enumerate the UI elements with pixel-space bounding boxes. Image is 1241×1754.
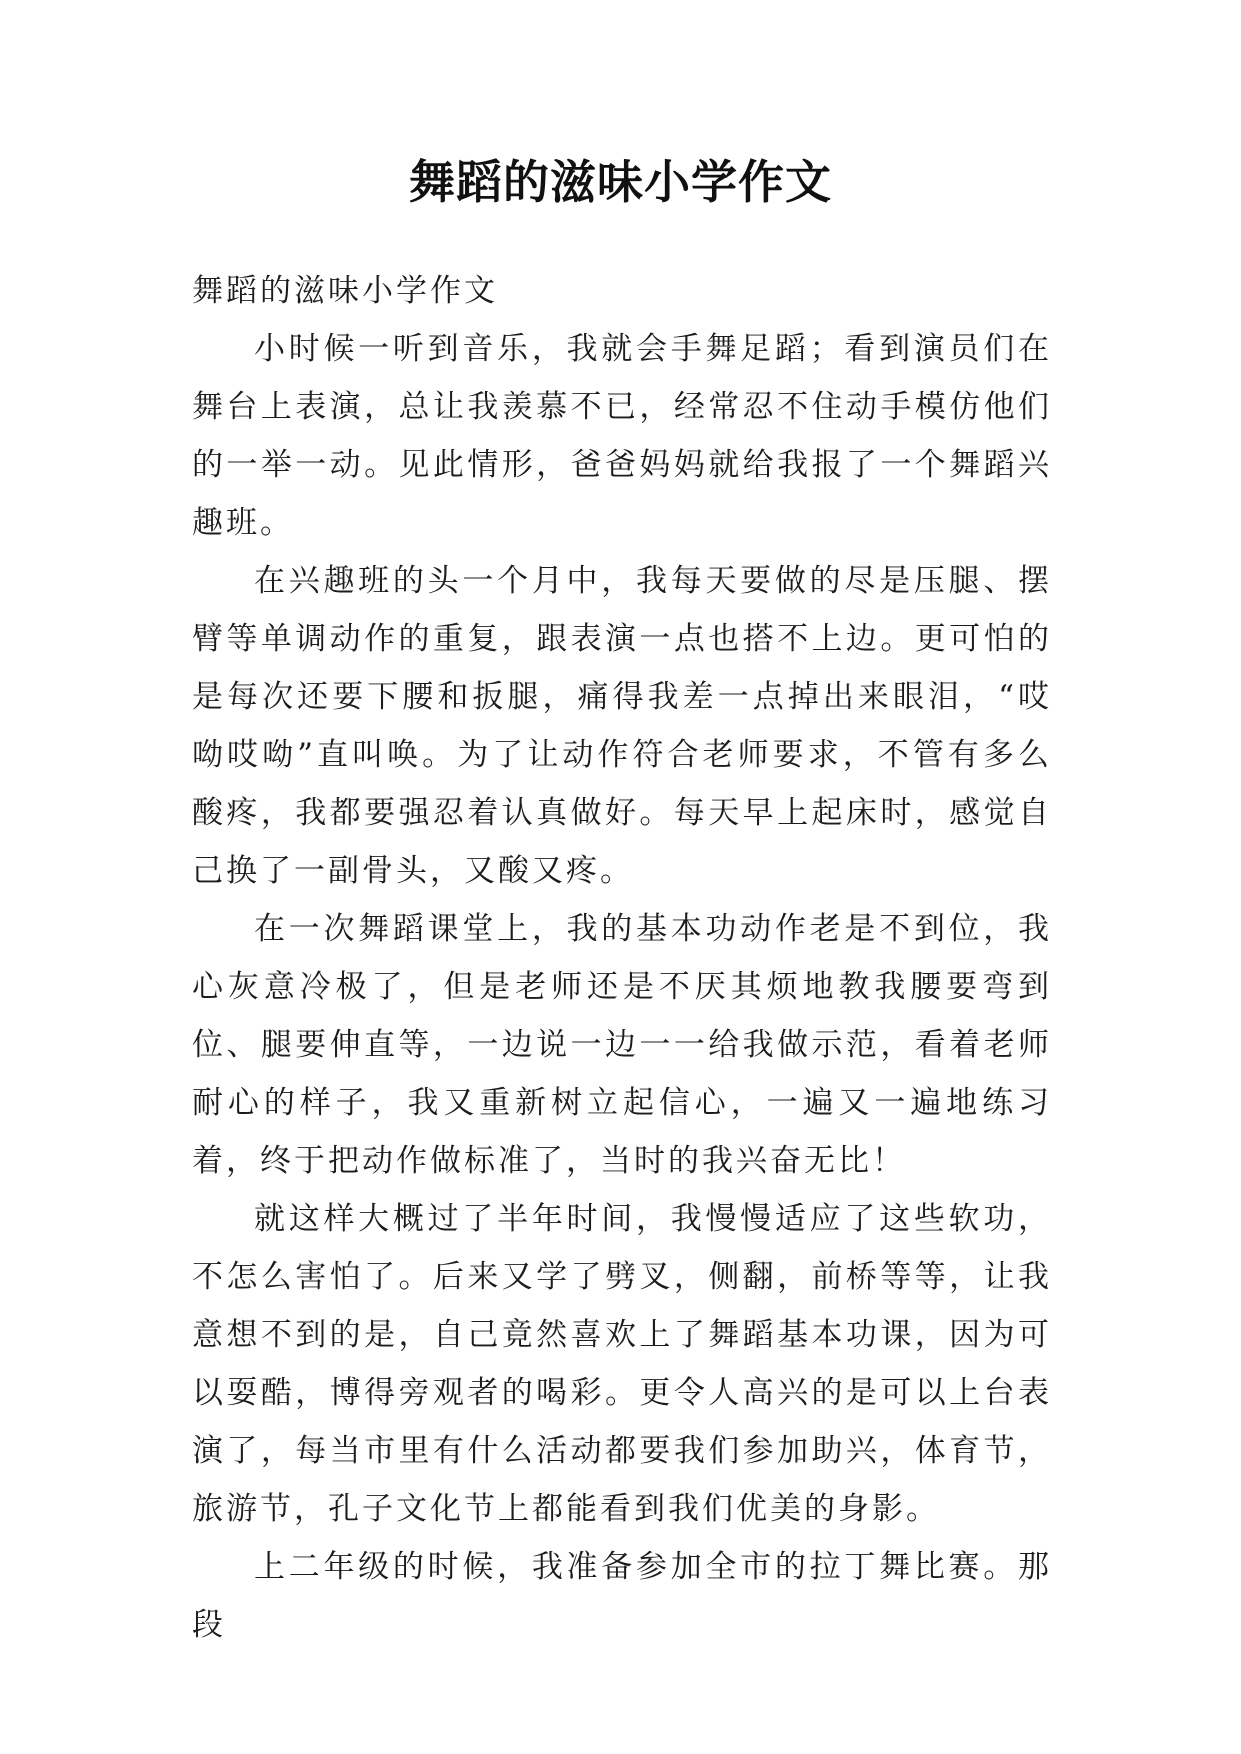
paragraph-1: 小时候一听到音乐，我就会手舞足蹈；看到演员们在舞台上表演，总让我羡慕不已，经常忍不住动手模仿他们的一举一动。见此情形，爸爸妈妈就给我报了一个舞蹈兴趣班。 [192,331,1052,541]
document-body [192,262,1052,1654]
document-title: 舞蹈的滋味小学作文 [409,155,832,209]
paragraph-2: 在兴趣班的头一个月中，我每天要做的尽是压腿、摆臂等单调动作的重复，跟表演一点也搭不上边。更可怕的是每次还要下腰和扳腿，痛得我差一点掉出来眼泪，“哎呦哎呦”直叫唤。为了让动作符合老师要求，不管有多么酸疼，我都要强忍着认真做好。每天早上起床时，感觉自己换了一副骨头，又酸又疼。 [192,563,1052,889]
paragraph-5: 上二年级的时候，我准备参加全市的拉丁舞比赛。那段 [192,1549,1052,1643]
paragraph-3: 在一次舞蹈课堂上，我的基本功动作老是不到位，我心灰意冷极了，但是老师还是不厌其烦地教我腰要弯到位、腿要伸直等，一边说一边一一给我做示范，看着老师耐心的样子，我又重新树立起信心，一遍又一遍地练习着，终于把动作做标准了，当时的我兴奋无比！ [192,911,1052,1179]
article-subtitle: 舞蹈的滋味小学作文 [192,273,498,309]
paragraph-4: 就这样大概过了半年时间，我慢慢适应了这些软功，不怎么害怕了。后来又学了劈叉，侧翻，前桥等等，让我意想不到的是，自己竟然喜欢上了舞蹈基本功课，因为可以耍酷，博得旁观者的喝彩。更令人高兴的是可以上台表演了，每当市里有什么活动都要我们参加助兴，体育节，旅游节，孔子文化节上都能看到我们优美的身影。 [192,1201,1052,1527]
